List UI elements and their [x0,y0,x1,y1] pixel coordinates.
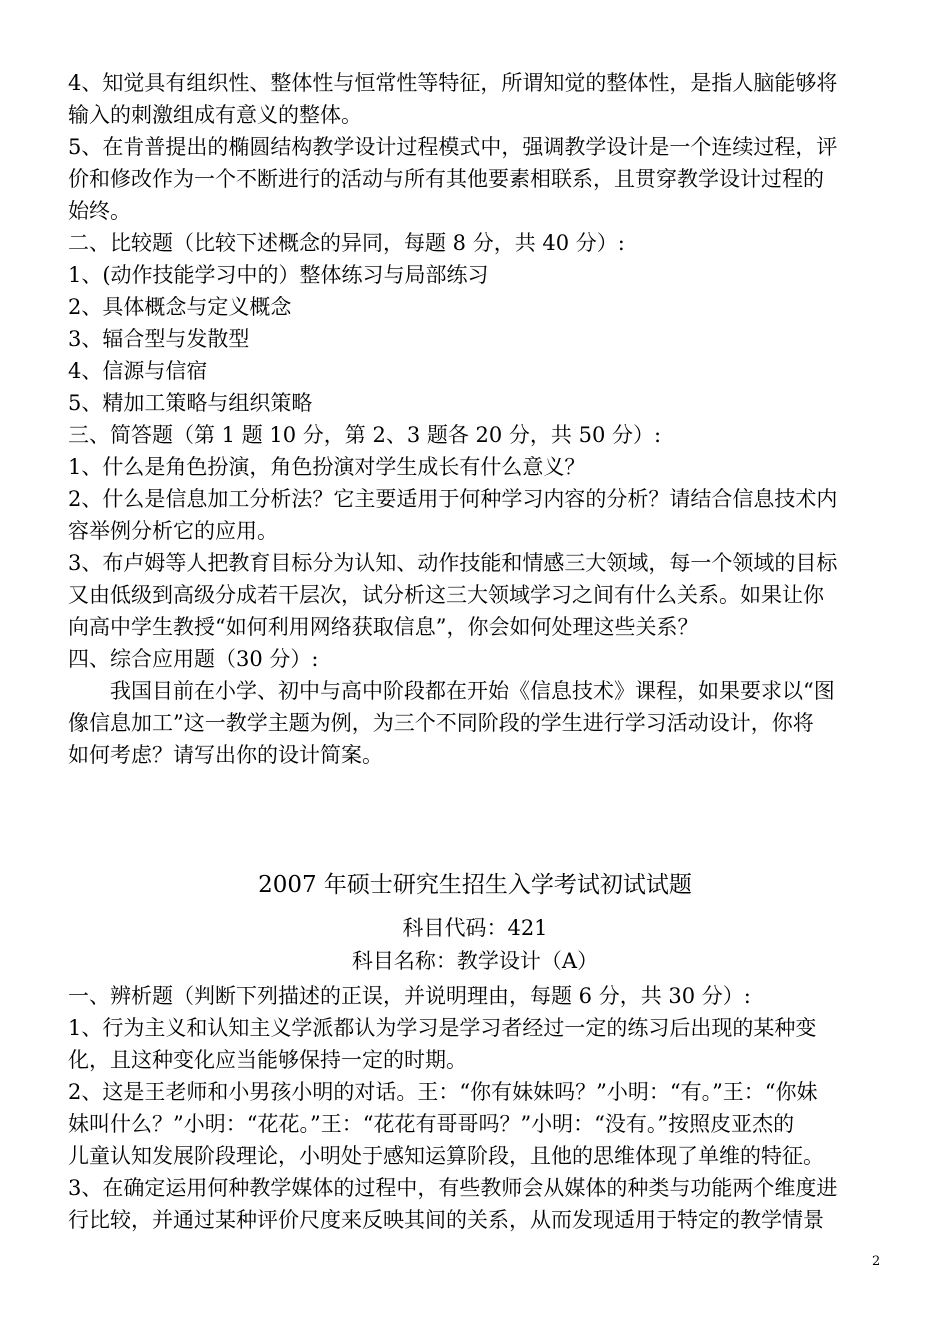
text-line: 化，且这种变化应当能够保持一定的时期。 [68,1048,467,1072]
section-heading: 四、综合应用题（30 分）: [68,647,319,671]
question-item: 3、在确定运用何种教学媒体的过程中，有些教师会从媒体的种类与功能两个维度进 [68,1176,838,1200]
question-item: 2、具体概念与定义概念 [68,295,292,319]
question-item: 3、布卢姆等人把教育目标分为认知、动作技能和情感三大领域，每一个领域的目标 [68,551,838,575]
section-heading: 二、比较题（比较下述概念的异同，每题 8 分，共 40 分）: [68,231,625,255]
text-line: 价和修改作为一个不断进行的活动与所有其他要素相联系，且贯穿教学设计过程的 [68,167,824,191]
question-item: 1、什么是角色扮演，角色扮演对学生成长有什么意义？ [68,455,586,479]
question-item: 4、信源与信宿 [68,359,208,383]
text-line: 容举例分析它的应用。 [68,519,278,543]
text-line: 4、知觉具有组织性、整体性与恒常性等特征，所谓知觉的整体性，是指人脑能够将 [68,71,838,95]
text-line: 始终。 [68,199,131,223]
question-item: 1、(动作技能学习中的）整体练习与局部练习 [68,263,489,287]
section-heading: 一、辨析题（判断下列描述的正误，并说明理由，每题 6 分，共 30 分）: [68,984,751,1008]
text-line: 向高中学生教授“如何利用网络获取信息”，你会如何处理这些关系？ [68,615,699,639]
question-item: 1、行为主义和认知主义学派都认为学习是学习者经过一定的练习后出现的某种变 [68,1016,817,1040]
text-line: 像信息加工”这一教学主题为例，为三个不同阶段的学生进行学习活动设计，你将 [68,711,814,735]
question-item: 5、精加工策略与组织策略 [68,391,313,415]
question-item: 2、什么是信息加工分析法？它主要适用于何种学习内容的分析？请结合信息技术内 [68,487,838,511]
text-line: 我国目前在小学、初中与高中阶段都在开始《信息技术》课程，如果要求以“图 [110,679,835,703]
exam-title: 2007 年硕士研究生招生入学考试初试试题 [258,872,692,898]
subject-name: 科目名称：教学设计（A） [351,949,599,973]
text-line: 输入的刺激组成有意义的整体。 [68,103,362,127]
text-line: 5、在肯普提出的椭圆结构教学设计过程模式中，强调教学设计是一个连续过程，评 [68,135,838,159]
section-heading: 三、简答题（第 1 题 10 分，第 2、3 题各 20 分，共 50 分）: [68,423,662,447]
question-item: 3、辐合型与发散型 [68,327,250,351]
text-line: 又由低级到高级分成若干层次，试分析这三大领域学习之间有什么关系。如果让你 [68,583,824,607]
text-line: 如何考虑？请写出你的设计简案。 [68,743,383,767]
question-item: 2、这是王老师和小男孩小明的对话。王：“你有妹妹吗？”小明：“有。”王：“你妹 [68,1080,818,1104]
text-line: 行比较，并通过某种评价尺度来反映其间的关系，从而发现适用于特定的教学情景 [68,1208,824,1232]
text-line: 儿童认知发展阶段理论，小明处于感知运算阶段，且他的思维体现了单维的特征。 [68,1144,824,1168]
page-number: 2 [872,1254,881,1269]
subject-code: 科目代码：421 [402,916,548,940]
text-line: 妹叫什么？”小明：“花花。”王：“花花有哥哥吗？”小明：“没有。”按照皮亚杰的 [68,1112,795,1136]
